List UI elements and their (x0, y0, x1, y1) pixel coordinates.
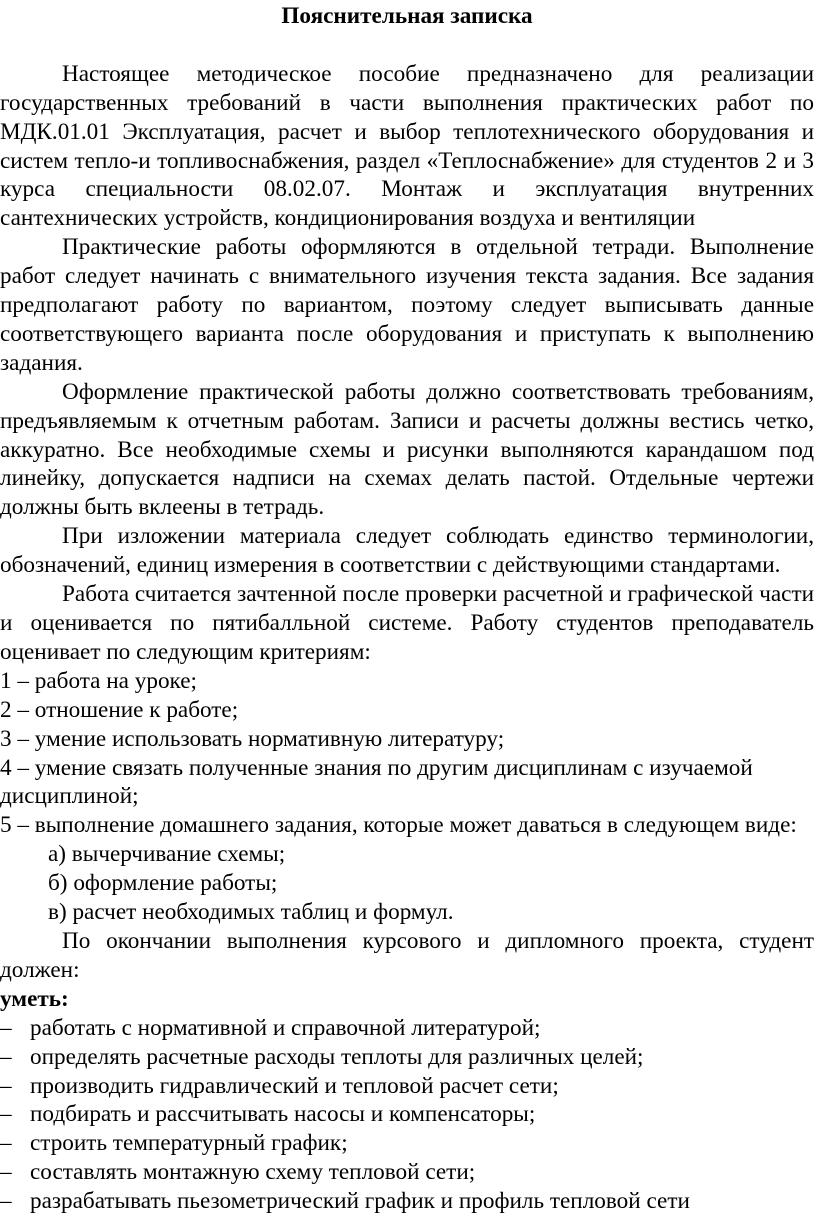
criterion-item: 1 – работа на уроке; (0, 667, 197, 694)
list-item (0, 1043, 814, 1072)
dash-bullet-icon: – (0, 1188, 12, 1215)
criterion-item: 3 – умение использовать нормативную литературу; (0, 725, 505, 752)
skill-text: строить температурный график; (30, 1130, 348, 1157)
dash-bullet-icon: – (0, 1101, 12, 1128)
paragraph-closing: По окончании выполнения курсового и дипломного проекта, студент должен: (0, 927, 814, 983)
skill-text: разрабатывать пьезометрический график и профиль тепловой сети (30, 1188, 690, 1215)
paragraph-purpose: Настоящее методическое пособие предназначено для реализации государственных требований в части выполнения практических работ по МДК.01.01 Эксплуатация, расчет и выбор теплотехнического оборудования и систем тепло-и топливоснабжения, раздел «Теплоснабжение» для студентов 2 и 3 курса специальности 08.02.07. Монтаж и эксплуатация внутренних сантехнических устройств, кондиционирования воздуха и вентиляции (0, 60, 814, 232)
skill-text: определять расчетные расходы теплоты для различных целей; (30, 1043, 644, 1070)
dash-bullet-icon: – (0, 1072, 12, 1099)
list-item (0, 1129, 814, 1158)
homework-item: а) вычерчивание схемы; (48, 841, 286, 868)
paragraph-evaluation: Работа считается зачтенной после проверки расчетной и графической части и оценивается по пятибалльной системе. Работу студентов преподаватель оценивает по следующим критериям: (0, 581, 814, 665)
paragraph-terminology: При изложении материала следует соблюдать единство терминологии, обозначений, единиц измерения в соответствии с действующими стандартами. (0, 523, 814, 579)
list-item (0, 1014, 814, 1043)
skill-text: работать с нормативной и справочной литературой; (30, 1014, 541, 1041)
homework-item: б) оформление работы; (48, 870, 278, 897)
list-item (0, 1100, 814, 1129)
skill-text: производить гидравлический и тепловой расчет сети; (30, 1072, 559, 1099)
paragraph-formatting: Оформление практической работы должно соответствовать требованиям, предъявляемым к отчетным работам. Записи и расчеты должны вестись четко, аккуратно. Все необходимые схемы и рисунки выполняются карандашом под линейку, допускается надписи на схемах делать пастой. Отдельные чертежи должны быть вклеены в тетрадь. (0, 378, 814, 521)
dash-bullet-icon: – (0, 1159, 12, 1186)
skills-list (0, 1014, 814, 1216)
dash-bullet-icon: – (0, 1043, 12, 1070)
homework-item: в) расчет необходимых таблиц и формул. (48, 899, 454, 926)
list-item (0, 1158, 814, 1187)
skills-heading: уметь: (0, 985, 69, 1012)
list-item (0, 1187, 814, 1216)
skill-text: составлять монтажную схему тепловой сети; (30, 1159, 476, 1186)
paragraph-practical-works: Практические работы оформляются в отдельной тетради. Выполнение работ следует начинать с внимательного изучения текста задания. Все задания предполагают работу по вариантом, поэтому следует выписывать данные соответствующего варианта после оборудования и приступать к выполнению задания. (0, 234, 814, 376)
criterion-item: 2 – отношение к работе; (0, 696, 239, 723)
document-title: Пояснительная записка (281, 3, 533, 29)
dash-bullet-icon: – (0, 1014, 12, 1041)
criterion-item: 5 – выполнение домашнего задания, которые может даваться в следующем виде: (0, 812, 797, 839)
list-item (0, 1072, 814, 1101)
dash-bullet-icon: – (0, 1130, 12, 1157)
skill-text: подбирать и рассчитывать насосы и компенсаторы; (30, 1101, 536, 1128)
title-spacer (0, 31, 814, 60)
criterion-item: 4 – умение связать полученные знания по другим дисциплинам с изучаемой дисциплиной; (0, 754, 753, 810)
